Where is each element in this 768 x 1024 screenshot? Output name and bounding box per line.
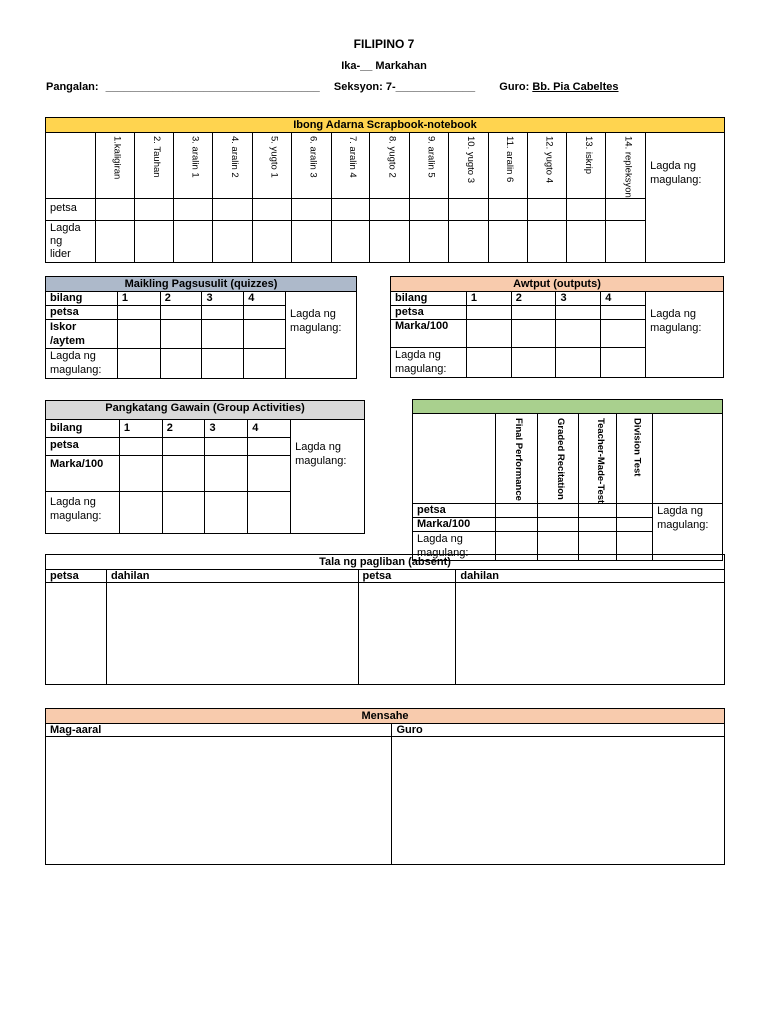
outputs-grade-label: Marka/100 <box>391 320 467 348</box>
absent-date-cell-1[interactable] <box>46 583 107 685</box>
quizzes-date-label: petsa <box>46 306 118 320</box>
quizzes-bilang-label: bilang <box>46 292 118 306</box>
scrapbook-col-11: 11. aralin 6 <box>488 133 527 199</box>
group-activities-table <box>45 400 365 534</box>
scrapbook-title: Ibong Adarna Scrapbook-notebook <box>46 118 725 133</box>
outputs-num-4: 4 <box>601 292 646 306</box>
outputs-sign-label: Lagda ng magulang: <box>391 348 467 378</box>
group-num-3: 3 <box>205 420 248 438</box>
scrapbook-col-4: 4. aralin 2 <box>213 133 253 199</box>
mensahe-teacher-cell[interactable] <box>392 737 725 865</box>
scrapbook-col-10: 10. yugto 3 <box>448 133 488 199</box>
performance-date-label: petsa <box>413 504 496 518</box>
teacher-label: Guro: <box>499 81 530 93</box>
mensahe-student-cell[interactable] <box>46 737 392 865</box>
scrapbook-leader-label: Lagda ng lider <box>46 220 96 262</box>
teacher-name: Bb. Pia Cabeltes <box>532 81 619 93</box>
student-info-line <box>46 81 619 93</box>
quizzes-sign-label: Lagda ng magulang: <box>46 349 118 379</box>
outputs-bilang-label: bilang <box>391 292 467 306</box>
quizzes-num-1: 1 <box>117 292 160 306</box>
scrapbook-col-2: 2. Tauhan <box>135 133 174 199</box>
quizzes-title: Maikling Pagsusulit (quizzes) <box>46 277 357 292</box>
scrapbook-col-1: 1.kaligiran <box>95 133 135 199</box>
performance-col-division-test: Division Test <box>617 414 653 504</box>
scrapbook-col-3: 3. aralin 1 <box>174 133 213 199</box>
absent-reason-cell-1[interactable] <box>106 583 358 685</box>
absent-reason-header-2: dahilan <box>456 570 725 583</box>
mensahe-student-header: Mag-aaral <box>46 724 392 737</box>
quizzes-score-label: Iskor /aytem <box>46 320 118 349</box>
outputs-num-1: 1 <box>466 292 511 306</box>
scrapbook-leader-row <box>46 220 725 262</box>
outputs-parent-sign[interactable]: Lagda ng magulang: <box>646 292 724 378</box>
group-parent-sign[interactable]: Lagda ng magulang: <box>291 420 365 534</box>
scrapbook-col-6: 6. aralin 3 <box>291 133 331 199</box>
group-grade-label: Marka/100 <box>46 456 120 492</box>
group-num-1: 1 <box>119 420 162 438</box>
section-field[interactable]: _____________ <box>395 81 476 93</box>
scrapbook-col-8: 8. yugto 2 <box>370 133 410 199</box>
scrapbook-col-14: 14. repleksyon <box>606 133 646 199</box>
scrapbook-col-7: 7. aralin 4 <box>331 133 370 199</box>
quizzes-parent-sign[interactable]: Lagda ng magulang: <box>286 292 357 379</box>
performance-col-final: Final Performance <box>495 414 537 504</box>
performance-table <box>412 399 723 561</box>
mensahe-teacher-header: Guro <box>392 724 725 737</box>
absent-table <box>45 554 725 685</box>
outputs-num-3: 3 <box>556 292 601 306</box>
outputs-table <box>390 276 724 378</box>
performance-title-bar <box>413 400 723 414</box>
absent-reason-cell-2[interactable] <box>456 583 725 685</box>
scrapbook-col-5: 5. yugto 1 <box>252 133 291 199</box>
quizzes-num-3: 3 <box>202 292 244 306</box>
mensahe-table <box>45 708 725 865</box>
absent-date-cell-2[interactable] <box>358 583 456 685</box>
group-bilang-label: bilang <box>46 420 120 438</box>
performance-grade-label: Marka/100 <box>413 518 496 532</box>
scrapbook-table <box>45 117 725 263</box>
absent-date-header-2: petsa <box>358 570 456 583</box>
document-title: FILIPINO 7 <box>353 37 415 51</box>
outputs-title: Awtput (outputs) <box>391 277 724 292</box>
scrapbook-date-label: petsa <box>46 198 96 220</box>
group-title: Pangkatang Gawain (Group Activities) <box>46 401 365 420</box>
scrapbook-col-12: 12. yugto 4 <box>527 133 567 199</box>
performance-sign-label: Lagda ng magulang: <box>413 532 496 561</box>
scrapbook-date-row <box>46 198 725 220</box>
group-num-2: 2 <box>162 420 205 438</box>
performance-parent-sign[interactable]: Lagda ng magulang: <box>653 504 723 561</box>
absent-reason-header-1: dahilan <box>106 570 358 583</box>
performance-col-teacher-test: Teacher-Made-Test <box>579 414 617 504</box>
scrapbook-parent-sign[interactable]: Lagda ng magulang: <box>646 133 725 263</box>
outputs-num-2: 2 <box>511 292 556 306</box>
mensahe-title: Mensahe <box>46 709 725 724</box>
performance-col-recitation: Graded Recitation <box>537 414 579 504</box>
group-sign-label: Lagda ng magulang: <box>46 492 120 534</box>
group-date-label: petsa <box>46 438 120 456</box>
absent-title: Tala ng pagliban (absent) <box>46 555 725 570</box>
absent-date-header-1: petsa <box>46 570 107 583</box>
section-label: Seksyon: 7- <box>333 81 396 93</box>
outputs-date-label: petsa <box>391 306 467 320</box>
scrapbook-header-row <box>46 133 725 199</box>
name-label: Pangalan: <box>46 81 99 93</box>
group-num-4: 4 <box>248 420 291 438</box>
name-field[interactable]: ___________________________________ <box>105 81 320 93</box>
scrapbook-col-9: 9. aralin 5 <box>410 133 449 199</box>
quizzes-num-4: 4 <box>244 292 286 306</box>
quizzes-table <box>45 276 357 379</box>
scrapbook-col-13: 13. iskrip <box>567 133 606 199</box>
quarter-label: Ika-__ Markahan <box>341 60 427 72</box>
quizzes-num-2: 2 <box>160 292 202 306</box>
